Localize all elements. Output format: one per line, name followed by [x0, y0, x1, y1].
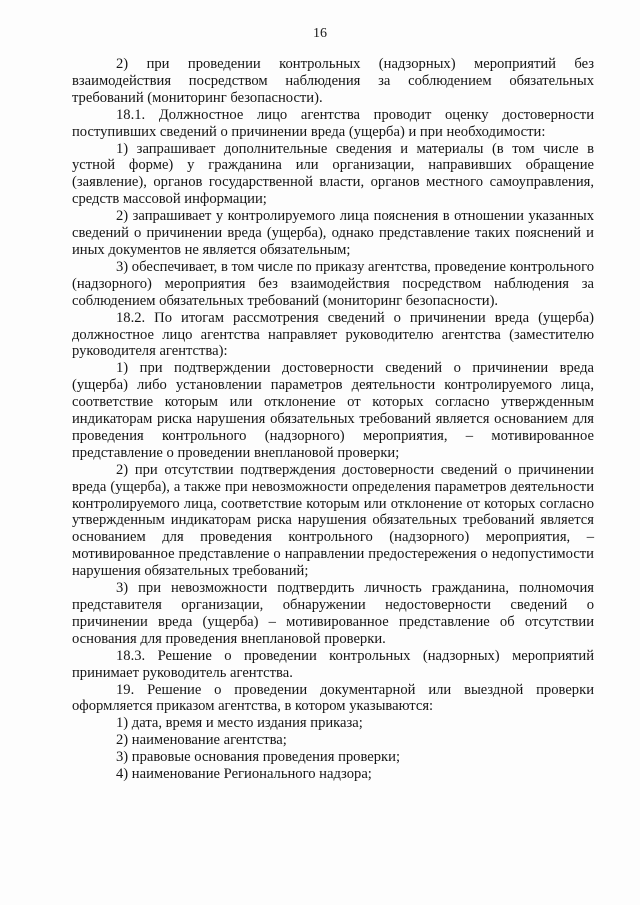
paragraph: 3) обеспечивает, в том числе по приказу агентства, проведение контрольного (надзорного) мероприятия без взаимодействия посредством наблюдения за соблюдением обязательных требований (мониторинг безопасности).	[72, 258, 595, 309]
paragraph: 19. Решение о проведении документарной или выездной проверки оформляется приказом агентства, в котором указываются:	[72, 681, 594, 715]
page-number: 16	[313, 26, 327, 41]
paragraph: 4) наименование Регионального надзора;	[116, 766, 372, 783]
paragraph: 18.1. Должностное лицо агентства проводит оценку достоверности поступивших сведений о причинении вреда (ущерба) и при необходимости:	[72, 106, 594, 140]
paragraph: 2) запрашивает у контролируемого лица пояснения в отношении указанных сведений о причинении вреда (ущерба), однако представление таких пояснений и иных документов не является обязательным;	[72, 208, 594, 258]
paragraph: 2) при отсутствии подтверждения достоверности сведений о причинении вреда (ущерба), а также при невозможности определения параметров деятельности контролируемого лица, соответствие которым или отклонение от которых согласно утвержденным индикаторам риска нарушения обязательных требований является основанием для проведения контрольного (надзорного) мероприятия, – мотивированное представление о направлении предостережения о недопустимости нарушения обязательных требований;	[72, 461, 594, 580]
paragraph: 1) дата, время и место издания приказа;	[116, 715, 363, 732]
paragraph: 2) наименование агентства;	[116, 732, 287, 749]
paragraph: 1) запрашивает дополнительные сведения и материалы (в том числе в устной форме) у гражданина или организации, направивших обращение (заявление), органов государственной власти, органов местного самоуправления, средств массовой информации;	[72, 140, 594, 208]
paragraph: 18.2. По итогам рассмотрения сведений о причинении вреда (ущерба) должностное лицо агентства направляет руководителю агентства (заместителю руководителя агентства):	[72, 309, 594, 360]
paragraph: 3) при невозможности подтвердить личность гражданина, полномочия представителя организации, обнаружении недостоверности сведений о причинении вреда (ущерба) – мотивированное представление об отсутствии основания для проведения внеплановой проверки.	[72, 580, 594, 647]
paragraph: 18.3. Решение о проведении контрольных (надзорных) мероприятий принимает руководитель агентства.	[72, 647, 594, 681]
paragraph: 2) при проведении контрольных (надзорных) мероприятий без взаимодействия посредством наблюдения за соблюдением обязательных требований (мониторинг безопасности).	[72, 56, 594, 106]
paragraph: 3) правовые основания проведения проверки;	[116, 749, 401, 766]
document-body	[72, 56, 594, 783]
paragraph: 1) при подтверждении достоверности сведений о причинении вреда (ущерба) либо установлении параметров деятельности контролируемого лица, соответствие которым или отклонение от которых согласно утвержденным индикаторам риска нарушения обязательных требований является основанием для проведения контрольного (надзорного) мероприятия, – мотивированное представление о проведении внеплановой проверки;	[72, 360, 594, 461]
